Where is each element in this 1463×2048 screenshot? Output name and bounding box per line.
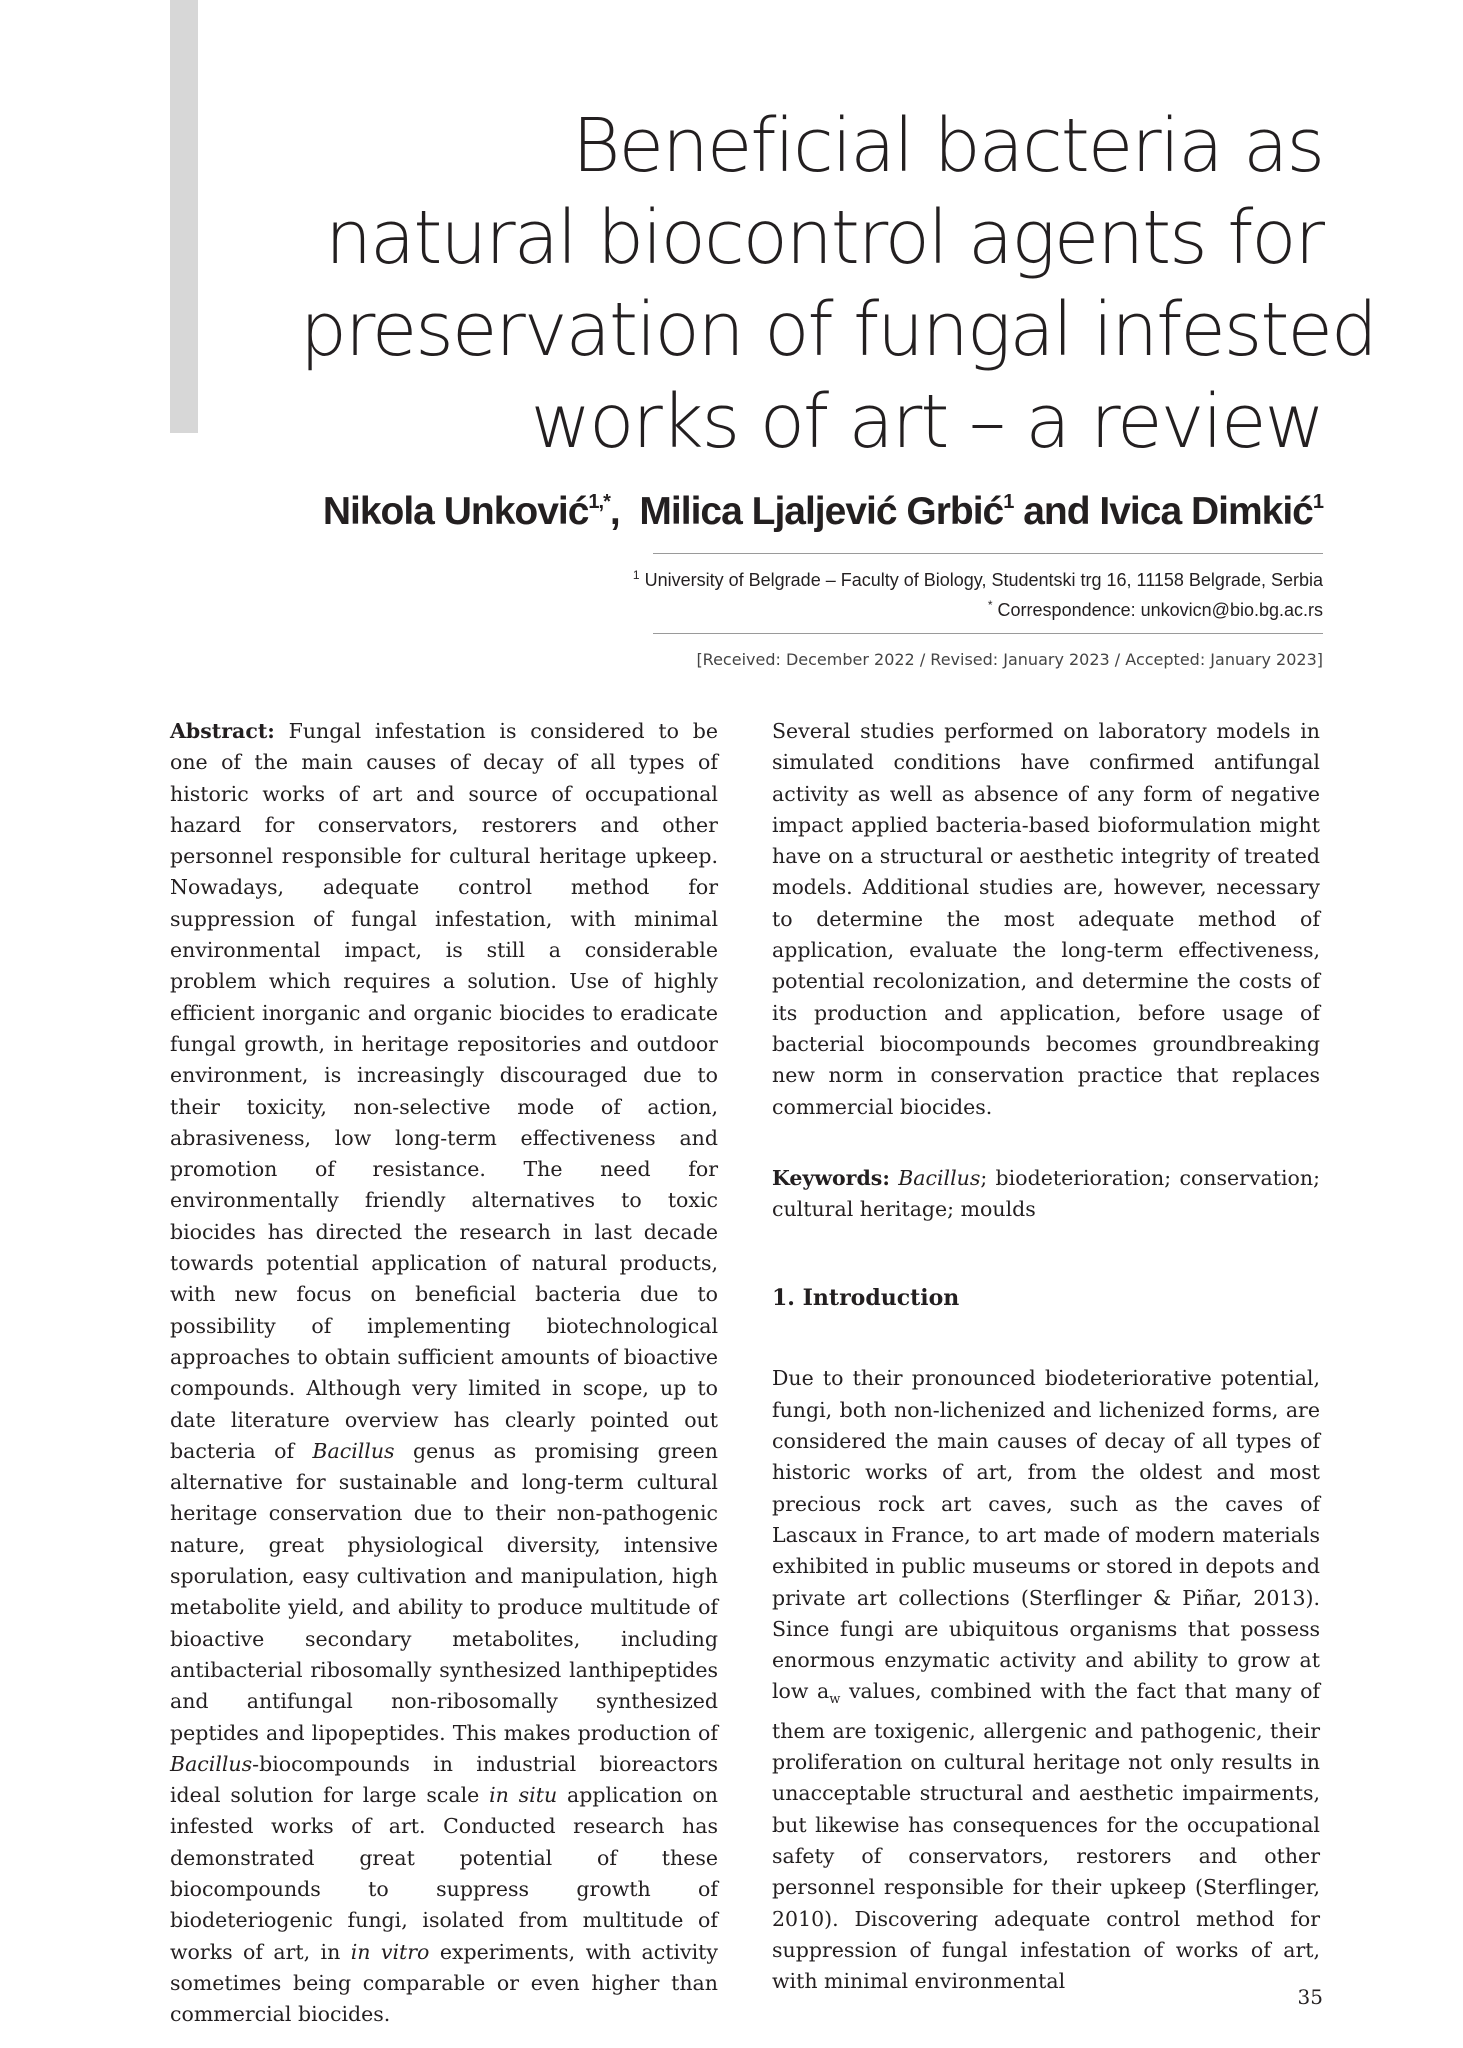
abstract-text: genus as promising green alternative for sustainable and long-term cultural heritage conservation due to their non-pathogenic nature, great physiological diversity, intensive sporulation, easy cultivation and manipulation, high metabolite yield, and ability to produce multitude of bioactive secondary metabolites, including antibacterial ribosomally synthesized lanthipeptides and antifungal non-ribosomally synthesized peptides and lipopeptides. This makes production of <box>170 1438 718 1745</box>
author-list <box>323 490 1323 534</box>
title-line: natural biocontrol agents for <box>325 195 1323 281</box>
affiliation <box>633 568 1323 591</box>
divider <box>653 553 1323 554</box>
abstract-paragraph <box>170 716 718 2030</box>
abstract-italic: in vitro <box>350 1939 430 1964</box>
title-line: works of art – a review <box>530 379 1323 465</box>
section-heading: 1. Introduction <box>772 1285 960 1312</box>
right-column <box>772 716 1320 1997</box>
correspondence <box>988 598 1323 621</box>
abstract-text: Fungal infestation is considered to be one of the main causes of decay of all types of historic works of art and source of occupational hazard for conservators, restorers and other personnel responsible for cultural heritage upkeep. Nowadays, adequate control method for suppression of fungal infestation, with minimal environmental impact, is still a considerable problem which requires a solution. Use of highly efficient inorganic and organic biocides to eradicate fungal growth, in heritage repositories and outdoor environment, is increasingly discouraged due to their toxicity, non-selective mode of action, abrasiveness, low long-term effectiveness and promotion of resistance. The need for environmentally friendly alternatives to toxic biocides has directed the research in last decade towards potential application of natural products, with new focus on beneficial bacteria due to possibility of implementing biotechnological approaches to obtain sufficient amounts of bioactive compounds. Although very limited in scope, up to date literature overview has clearly pointed out bacteria of <box>170 719 718 1463</box>
article-title <box>300 100 1376 468</box>
author-name: Ivica Dimkić <box>1099 490 1313 533</box>
page-number: 35 <box>1297 1985 1323 2009</box>
keywords <box>772 1163 1320 1226</box>
abstract-column <box>170 716 718 2030</box>
introduction-text: Due to their pronounced biodeteriorative potential, fungi, both non-lichenized and lichenized forms, are considered the main causes of decay of all types of historic works of art, from the oldest and most precious rock art caves, such as the caves of Lascaux in France, to art made of modern materials exhibited in public museums or stored in depots and private art collections (Sterflinger & Piñar, 2013). Since fungi are ubiquitous organisms that possess enormous enzymatic activity and ability to grow at low a <box>772 1366 1320 1704</box>
abstract-italic: Bacillus <box>312 1438 395 1463</box>
author-name: Nikola Unković <box>322 490 589 533</box>
submission-dates: [Received: December 2022 / Revised: January 2023 / Accepted: January 2023] <box>696 650 1323 669</box>
title-line: preservation of fungal infested <box>300 287 1376 373</box>
abstract-text: -biocompounds in industrial bioreactors ideal solution for large scale <box>170 1751 718 1808</box>
keywords-italic: Bacillus <box>898 1165 981 1190</box>
correspondence-text: Correspondence: unkovicn@bio.bg.ac.rs <box>997 600 1323 620</box>
author-conjunction: and <box>1023 490 1090 533</box>
abstract-text: experiments, with activity sometimes being comparable or even higher than commercial biocides. <box>170 1939 718 2027</box>
affiliation-mark: 1 <box>632 568 640 582</box>
keywords-label: Keywords: <box>772 1165 890 1190</box>
decorative-sidebar-bar <box>170 0 198 433</box>
abstract-label: Abstract: <box>170 719 275 743</box>
introduction-text: values, combined with the fact that many of them are toxigenic, allergenic and pathogenic, their proliferation on cultural heritage not only results in unacceptable structural and aesthetic impairments, but likewise has consequences for the occupational safety of conservators, restorers and other personnel responsible for their upkeep (Sterflinger, 2010). Discovering adequate control method for suppression of fungal infestation of works of art, with minimal environmental <box>772 1679 1321 1994</box>
introduction-paragraph <box>772 1363 1320 1997</box>
subscript: w <box>829 1692 841 1708</box>
title-line: Beneficial bacteria as <box>572 103 1323 189</box>
author-affiliation-mark: 1 <box>1312 491 1323 513</box>
abstract-text: application on infested works of art. Conducted research has demonstrated great potential of these biocompounds to suppress growth of biodeteriogenic fungi, isolated from multitude of works of art, in <box>170 1783 718 1964</box>
divider <box>653 633 1323 634</box>
keywords-text: ; biodeterioration; conservation; cultural heritage; moulds <box>772 1165 1320 1222</box>
abstract-italic: Bacillus <box>170 1751 253 1776</box>
abstract-italic: in situ <box>489 1783 558 1808</box>
author-separator: , <box>609 490 620 533</box>
author-name: Milica Ljaljević Grbić <box>639 490 1004 533</box>
affiliation-text: University of Belgrade – Faculty of Biology, Studentski trg 16, 11158 Belgrade, Serbia <box>644 570 1323 590</box>
abstract-continuation: Several studies performed on laboratory models in simulated conditions have confirmed antifungal activity as well as absence of any form of negative impact applied bacteria-based bioformulation might have on a structural or aesthetic integrity of treated models. Additional studies are, however, necessary to determine the most adequate method of application, evaluate the long-term effectiveness, potential recolonization, and determine the costs of its production and application, before usage of bacterial biocompounds becomes groundbreaking new norm in conservation practice that replaces commercial biocides. <box>772 719 1320 1119</box>
author-affiliation-mark: 1,* <box>588 491 610 513</box>
author-affiliation-mark: 1 <box>1003 491 1014 513</box>
correspondence-mark: * <box>987 598 993 612</box>
